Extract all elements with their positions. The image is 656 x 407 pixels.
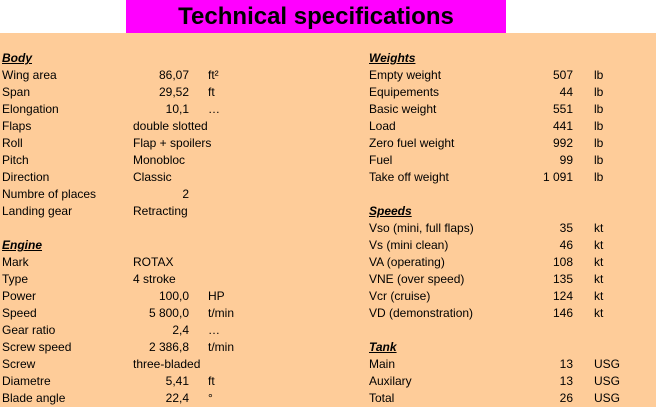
- spec-row-total: [369, 390, 656, 407]
- spec-value: 86,07: [158, 68, 189, 82]
- spec-text: Flap + spoilers: [133, 136, 212, 150]
- spec-row-blade-angle: [2, 390, 342, 407]
- spec-text: three-bladed: [133, 357, 201, 371]
- spec-label: Gear ratio: [2, 323, 56, 337]
- spec-text: 4 stroke: [133, 272, 176, 286]
- spec-value: 100,0: [158, 289, 189, 303]
- spec-value: 13: [559, 357, 573, 371]
- spec-row-vso: [369, 220, 656, 237]
- spec-row-type: [2, 271, 342, 288]
- spec-value: 135: [552, 272, 573, 286]
- spec-label: Mark: [2, 255, 29, 269]
- spec-unit: USG: [594, 374, 621, 388]
- spec-row-vne: [369, 271, 656, 288]
- spec-value: 1 091: [542, 170, 573, 184]
- spec-label: Basic weight: [369, 102, 437, 116]
- spec-unit: lb: [594, 170, 604, 184]
- spec-unit: lb: [594, 153, 604, 167]
- spec-unit: kt: [594, 221, 604, 235]
- spec-row-elongation: [2, 101, 342, 118]
- spec-text: ROTAX: [133, 255, 174, 269]
- spec-row-take-off-weight: [369, 169, 656, 186]
- spec-row-speed: [2, 305, 342, 322]
- section-spacer: [369, 186, 656, 203]
- spec-label: Auxilary: [369, 374, 412, 388]
- spec-unit: t/min: [208, 340, 235, 354]
- right-column: [369, 50, 656, 407]
- spec-unit: lb: [594, 136, 604, 150]
- spec-value: 99: [559, 153, 573, 167]
- spec-row-gear-ratio: [2, 322, 342, 339]
- spec-value: 29,52: [158, 85, 189, 99]
- spec-row-load: [369, 118, 656, 135]
- spec-row-basic-weight: [369, 101, 656, 118]
- spec-label: Equipements: [369, 85, 440, 99]
- spec-row-power: [2, 288, 342, 305]
- spec-value: 26: [559, 391, 573, 405]
- spec-row-mark: [2, 254, 342, 271]
- spec-row-vd: [369, 305, 656, 322]
- page-title: Technical specifications: [126, 0, 506, 33]
- spec-row-screw-speed: [2, 339, 342, 356]
- spec-label: Roll: [2, 136, 23, 150]
- spec-value: 2: [182, 187, 189, 201]
- spec-value: 10,1: [165, 102, 189, 116]
- spec-value: 108: [552, 255, 573, 269]
- spec-unit: lb: [594, 68, 604, 82]
- spec-row-vs: [369, 237, 656, 254]
- spec-unit: USG: [594, 357, 621, 371]
- spec-value: 124: [552, 289, 573, 303]
- section-heading-weights: Weights: [369, 51, 416, 65]
- spec-label: Vs (mini clean): [369, 238, 449, 252]
- spec-unit: °: [208, 391, 213, 405]
- section-heading-speeds: Speeds: [369, 204, 412, 218]
- spec-unit: ft: [208, 85, 215, 99]
- spec-label: VNE (over speed): [369, 272, 465, 286]
- left-column: [2, 50, 342, 407]
- section-spacer: [369, 322, 656, 339]
- spec-label: Take off weight: [369, 170, 449, 184]
- spec-unit: kt: [594, 289, 604, 303]
- spec-label: Landing gear: [2, 204, 73, 218]
- spec-row-vcr: [369, 288, 656, 305]
- spec-row-flaps: [2, 118, 342, 135]
- spec-row-direction: [2, 169, 342, 186]
- spec-row-landing-gear: [2, 203, 342, 220]
- spec-label: Blade angle: [2, 391, 66, 405]
- spec-unit: HP: [208, 289, 225, 303]
- spec-label: Pitch: [2, 153, 29, 167]
- spec-label: Elongation: [2, 102, 59, 116]
- spec-label: Type: [2, 272, 29, 286]
- spec-value: 441: [552, 119, 573, 133]
- spec-label: VD (demonstration): [369, 306, 474, 320]
- spec-row-fuel: [369, 152, 656, 169]
- spec-row-main: [369, 356, 656, 373]
- spec-label: Diametre: [2, 374, 51, 388]
- spec-value: 5,41: [165, 374, 189, 388]
- spec-label: Vso (mini, full flaps): [369, 221, 474, 235]
- spec-row-pitch: [2, 152, 342, 169]
- spec-label: Direction: [2, 170, 50, 184]
- spec-label: Power: [2, 289, 37, 303]
- spec-label: Vcr (cruise): [369, 289, 431, 303]
- spec-row-screw: [2, 356, 342, 373]
- spec-unit: t/min: [208, 306, 235, 320]
- spec-value: 22,4: [165, 391, 189, 405]
- spec-value: 146: [552, 306, 573, 320]
- spec-unit: …: [208, 323, 220, 337]
- spec-label: Empty weight: [369, 68, 442, 82]
- spec-label: Zero fuel weight: [369, 136, 455, 150]
- spec-label: VA (operating): [369, 255, 445, 269]
- spec-row-span: [2, 84, 342, 101]
- spec-label: Span: [2, 85, 31, 99]
- spec-unit: lb: [594, 102, 604, 116]
- spec-row-va: [369, 254, 656, 271]
- section-heading-body: Body: [2, 51, 32, 65]
- spec-row-roll: [2, 135, 342, 152]
- spec-row-places: [2, 186, 342, 203]
- spec-unit: kt: [594, 306, 604, 320]
- spec-value: 2 386,8: [148, 340, 189, 354]
- spec-text: Monobloc: [133, 153, 186, 167]
- spec-label: Load: [369, 119, 396, 133]
- spec-value: 2,4: [172, 323, 189, 337]
- spec-text: Classic: [133, 170, 172, 184]
- spec-unit: ft: [208, 374, 215, 388]
- spec-label: Numbre of places: [2, 187, 97, 201]
- spec-unit: kt: [594, 238, 604, 252]
- spec-unit: ft²: [208, 68, 219, 82]
- spec-value: 13: [559, 374, 573, 388]
- spec-text: Retracting: [133, 204, 188, 218]
- spec-value: 5 800,0: [148, 306, 189, 320]
- spec-label: Screw: [2, 357, 36, 371]
- spec-value: 992: [552, 136, 573, 150]
- spec-row-equipements: [369, 84, 656, 101]
- spec-label: Total: [369, 391, 395, 405]
- spec-value: 35: [559, 221, 573, 235]
- spec-row-wing-area: [2, 67, 342, 84]
- spec-unit: lb: [594, 119, 604, 133]
- spec-label: Speed: [2, 306, 37, 320]
- spec-label: Fuel: [369, 153, 393, 167]
- spec-value: 551: [552, 102, 573, 116]
- spec-row-auxilary: [369, 373, 656, 390]
- spec-unit: lb: [594, 85, 604, 99]
- spec-value: 46: [559, 238, 573, 252]
- section-heading-tank: Tank: [369, 340, 397, 354]
- spec-unit: kt: [594, 255, 604, 269]
- spec-row-empty-weight: [369, 67, 656, 84]
- spec-label: Wing area: [2, 68, 57, 82]
- spec-label: Flaps: [2, 119, 32, 133]
- spec-value: 44: [559, 85, 573, 99]
- spec-label: Screw speed: [2, 340, 72, 354]
- spec-unit: …: [208, 102, 220, 116]
- spec-unit: kt: [594, 272, 604, 286]
- spec-row-zero-fuel-weight: [369, 135, 656, 152]
- spec-row-diametre: [2, 373, 342, 390]
- spec-label: Main: [369, 357, 396, 371]
- section-heading-engine: Engine: [2, 238, 43, 252]
- spec-text: double slotted: [133, 119, 208, 133]
- section-spacer: [2, 220, 342, 237]
- spec-unit: USG: [594, 391, 621, 405]
- spec-value: 507: [552, 68, 573, 82]
